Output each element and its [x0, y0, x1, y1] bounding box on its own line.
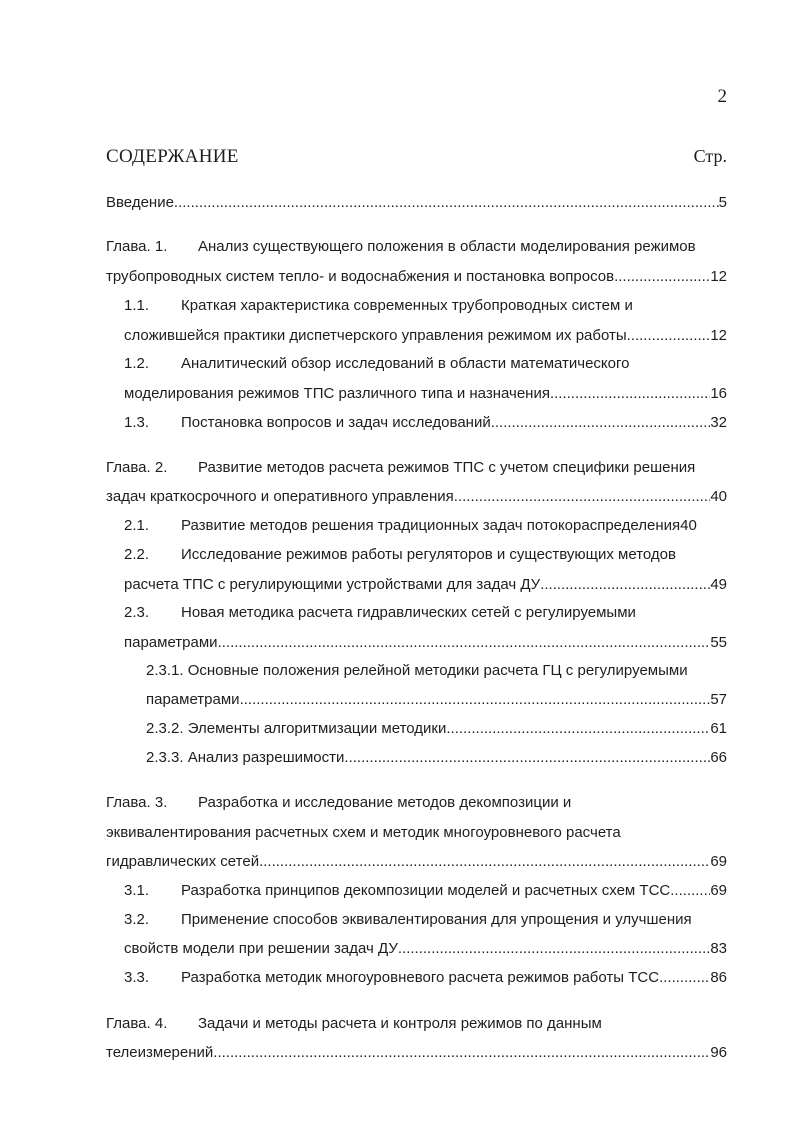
entry-number: 1.3.	[124, 414, 150, 431]
entry-page: 49	[710, 576, 727, 593]
toc-entry-chapter-3-cont	[106, 821, 727, 845]
toc-entry-3-2	[124, 908, 727, 932]
toc-entry-chapter-2	[106, 456, 727, 480]
toc-entry-chapter-2-cont	[106, 485, 727, 509]
entry-page: 16	[710, 385, 727, 402]
entry-page: 69	[710, 882, 727, 899]
entry-title-cont: сложившейся практики диспетчерского управления режимом их работы	[124, 327, 627, 344]
entry-title-cont: моделирования режимов ТПС различного типа и назначения	[124, 385, 550, 402]
entry-title: Разработка методик многоуровневого расчета режимов работы ТСС	[181, 969, 660, 986]
toc-entry-2-3-1	[146, 659, 727, 683]
toc-title: СОДЕРЖАНИЕ	[106, 146, 239, 167]
entry-page: 12	[710, 327, 727, 344]
entry-title: Развитие методов расчета режимов ТПС с учетом специфики решения	[198, 459, 696, 476]
entry-title-cont: телеизмерений	[106, 1044, 214, 1061]
toc-entry-chapter-3	[106, 791, 727, 815]
entry-title: Задачи и методы расчета и контроля режимов по данным	[198, 1015, 602, 1032]
toc-entry-chapter-1	[106, 235, 727, 259]
entry-page: 57	[710, 691, 727, 708]
entry-title: Введение	[106, 194, 174, 211]
toc-entry-chapter-4-cont	[106, 1041, 727, 1065]
entry-number: Глава. 3.	[106, 794, 168, 811]
entry-number: 2.2.	[124, 546, 150, 563]
entry-title-cont: свойств модели при решении задач ДУ	[124, 940, 398, 957]
entry-title: 2.3.1. Основные положения релейной методики расчета ГЦ с регулируемыми	[146, 662, 688, 679]
entry-number: 3.3.	[124, 969, 150, 986]
entry-page: 66	[710, 749, 727, 766]
toc-entry-chapter-3-cont2	[106, 850, 727, 874]
entry-title: Новая методика расчета гидравлических сетей с регулируемыми	[181, 604, 636, 621]
entry-title-cont: эквивалентирования расчетных схем и методик многоуровневого расчета	[106, 824, 621, 841]
toc-entry-1-2-cont	[124, 382, 727, 406]
entry-page: 86	[710, 969, 727, 986]
toc-entry-2-3	[124, 601, 727, 625]
page-column-label: Стр.	[693, 146, 727, 166]
entry-page: 40	[680, 517, 697, 534]
entry-title-cont: задач краткосрочного и оперативного управления	[106, 488, 454, 505]
toc-entry-2-3-1-cont	[146, 688, 727, 712]
toc-entry-2-1	[124, 514, 727, 538]
toc-entry-1-1	[124, 294, 727, 318]
toc-entry-3-1	[124, 879, 727, 903]
entry-title: Развитие методов решения традиционных задач потокораспределения	[181, 517, 681, 534]
entry-title-cont: параметрами	[124, 634, 218, 651]
toc-entry-2-2-cont	[124, 573, 727, 597]
toc-entry-1-1-cont	[124, 324, 727, 348]
entry-title-cont: расчета ТПС с регулирующими устройствами для задач ДУ	[124, 576, 541, 593]
toc-entry-3-3	[124, 966, 727, 990]
toc-entry-intro	[106, 191, 727, 215]
entry-title: Постановка вопросов и задач исследований	[181, 414, 491, 431]
entry-number: Глава. 1.	[106, 238, 168, 255]
entry-title-cont: гидравлических сетей	[106, 853, 260, 870]
entry-title-cont: параметрами	[146, 691, 240, 708]
entry-number: Глава. 4.	[106, 1015, 168, 1032]
entry-title: 2.3.2. Элементы алгоритмизации методики.	[146, 720, 451, 737]
entry-title: Аналитический обзор исследований в области математического	[181, 355, 630, 372]
entry-page: 69	[710, 853, 727, 870]
toc-entry-3-2-cont	[124, 937, 727, 961]
entry-page: 32	[710, 414, 727, 431]
entry-number: 1.1.	[124, 297, 150, 314]
entry-number: 2.3.	[124, 604, 150, 621]
entry-title: Применение способов эквивалентирования для упрощения и улучшения	[181, 911, 692, 928]
entry-number: Глава. 2.	[106, 459, 168, 476]
entry-title: 2.3.3. Анализ разрешимости.	[146, 749, 349, 766]
toc-entry-2-3-2	[146, 717, 727, 741]
entry-title: Разработка принципов декомпозиции моделей и расчетных схем ТСС	[181, 882, 671, 899]
entry-title: Разработка и исследование методов декомпозиции и	[198, 794, 572, 811]
toc-entry-1-2	[124, 352, 727, 376]
entry-title: Краткая характеристика современных трубопроводных систем и	[181, 297, 633, 314]
entry-page: 61	[710, 720, 727, 737]
entry-page: 96	[710, 1044, 727, 1061]
entry-page: 5	[718, 194, 727, 211]
entry-page: 55	[710, 634, 727, 651]
entry-number: 3.2.	[124, 911, 150, 928]
entry-page: 83	[710, 940, 727, 957]
entry-title-cont: трубопроводных систем тепло- и водоснабжения и постановка вопросов	[106, 268, 615, 285]
entry-number: 2.1.	[124, 517, 150, 534]
toc-entry-2-2	[124, 543, 727, 567]
toc-entry-2-3-cont	[124, 631, 727, 655]
entry-number: 3.1.	[124, 882, 150, 899]
toc-entry-2-3-3	[146, 746, 727, 770]
toc-entry-chapter-4	[106, 1012, 727, 1036]
toc-entry-1-3	[124, 411, 727, 435]
toc-entry-chapter-1-cont	[106, 265, 727, 289]
entry-title: Анализ существующего положения в области моделирования режимов	[198, 238, 696, 255]
entry-page: 12	[710, 268, 727, 285]
entry-number: 1.2.	[124, 355, 150, 372]
entry-title: Исследование режимов работы регуляторов и существующих методов	[181, 546, 676, 563]
page-number: 2	[717, 86, 727, 107]
entry-page: 40	[710, 488, 727, 505]
